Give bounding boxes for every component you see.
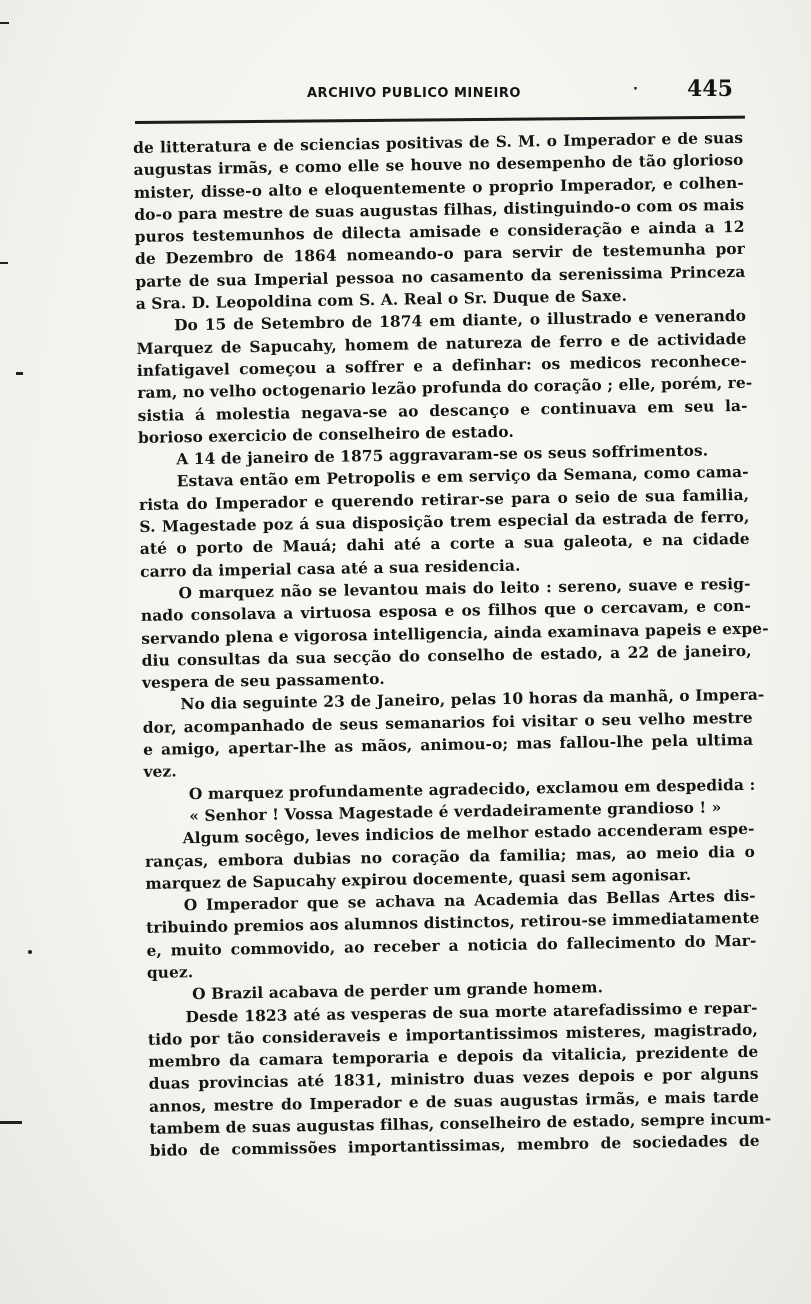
margin-mark <box>0 262 8 264</box>
text-line: tribuindo premios aos alumnos distinctos, retirou-se immediatamente <box>145 909 760 938</box>
text-line: S. Magestade poz á sua disposição trem especial da estrada de ferro, <box>139 507 750 536</box>
page-header <box>135 76 745 106</box>
text-line: Algum socêgo, leves indicios de melhor estado accenderam espe- <box>182 819 755 848</box>
text-line: Estava então em Petropolis e em serviço da Semana, como cama- <box>176 463 749 491</box>
text-line: ranças, embora dubias no coração da familia; mas, ao meio dia o <box>144 842 756 871</box>
text-line: e, muito commovido, ao receber a noticia do fallecimento do Mar- <box>146 931 757 960</box>
text-line: a Sra. D. Leopoldina com S. A. Real o Sr. Duque de Saxe. <box>135 286 628 314</box>
text-line: O Brazil acabava de perder um grande homem. <box>192 978 604 1004</box>
text-line: annos, mestre do Imperador e de suas augustas irmãs, e mais tarde <box>148 1087 760 1116</box>
text-line: marquez de Sapucahy expirou docemente, quasi sem agonisar. <box>145 865 692 893</box>
body-text <box>133 127 772 1163</box>
text-line: dor, acompanhado de seus semanarios foi visitar o seu velho mestre <box>142 708 753 737</box>
text-line: de litteratura e de sciencias positivas de S. M. o Imperador e de suas <box>133 128 744 157</box>
text-line: até o porto de Mauá; dahi até a corte a sua galeota, e na cidade <box>139 530 750 559</box>
text-line: bido de commissões importantissimas, membro de sociedades de <box>149 1132 760 1161</box>
text-line: servando plena e vigorosa intelligencia, ainda examinava papeis e expe- <box>141 619 769 648</box>
text-line: nado consolava a virtuosa esposa e os filhos que o cercavam, e con- <box>140 597 752 626</box>
text-line: de Dezembro de 1864 nomeando-o para servir de testemunha por <box>134 240 746 269</box>
margin-mark <box>0 1121 22 1124</box>
text-line: duas provincias até 1831, ministro duas vezes depois e por alguns <box>148 1065 759 1094</box>
text-line: mister, disse-o alto e eloquentemente o proprio Imperador, e colhen- <box>133 173 744 202</box>
text-line: « Senhor ! Vossa Magestade é verdadeiramente grandioso ! » <box>189 798 722 826</box>
text-line: Desde 1823 até as vesperas de sua morte atarefadissimo e repar- <box>185 998 758 1026</box>
text-line: augustas irmãs, e como elle se houve no desempenho de tão glorioso <box>133 151 744 180</box>
text-line: ram, no velho octogenario lezão profunda do coração ; elle, porém, re- <box>137 374 753 403</box>
margin-mark <box>0 22 9 24</box>
text-line: parte de sua Imperial pessoa no casamento da serenissima Princeza <box>135 262 746 291</box>
text-line: e amigo, apertar-lhe as mãos, animou-o; mas fallou-lhe pela ultima <box>143 730 754 759</box>
text-line: vespera de seu passamento. <box>141 670 385 693</box>
text-line: carro da imperial casa até a sua residencia. <box>140 556 521 581</box>
text-line: borioso exercicio de conselheiro de estado. <box>137 422 515 447</box>
text-line: tido por tão consideraveis e importantissimos misteres, magistrado, <box>147 1020 759 1049</box>
text-line: rista do Imperador e querendo retirar-se para o seio de sua familia, <box>138 485 750 514</box>
text-line: membro da camara temporaria e depois da vitalicia, prezidente de <box>148 1042 759 1072</box>
text-line: O marquez profundamente agradecido, exclamou em despedida : <box>188 775 756 803</box>
text-line: O marquez não se levantou mais do leito : sereno, suave e resig- <box>178 574 751 603</box>
header-rule <box>135 116 745 124</box>
text-line: quez. <box>146 963 194 982</box>
page-number: 445 <box>687 76 733 102</box>
text-line: do-o para mestre de suas augustas filhas, distinguindo-o com os mais <box>134 195 745 224</box>
text-line: No dia seguinte 23 de Janeiro, pelas 10 horas da manhã, o Impera- <box>180 686 765 714</box>
margin-mark <box>16 372 23 375</box>
running-head: ARCHIVO PUBLICO MINEIRO <box>307 86 521 101</box>
margin-mark <box>28 950 32 954</box>
text-line: vez. <box>143 762 177 782</box>
text-line: O Imperador que se achava na Academia das Bellas Artes dis- <box>183 886 756 915</box>
text-line: Do 15 de Setembro de 1874 em diante, o illustrado e venerando <box>173 307 747 335</box>
text-line: Marquez de Sapucahy, homem de natureza de ferro e de actividade <box>136 329 747 358</box>
text-line: sistia á molestia negava-se ao descanço e continuava em seu la- <box>137 396 748 425</box>
text-line: infatigavel começou a soffrer e a definhar: os medicos reconhece- <box>136 351 747 380</box>
text-line: diu consultas da sua secção do conselho de estado, a 22 de janeiro, <box>141 641 752 670</box>
text-line: puros testemunhos de dilecta amisade e consideração e ainda a 12 <box>134 218 745 247</box>
header-separator: · <box>633 82 638 97</box>
text-line: tambem de suas augustas filhas, conselheiro de estado, sempre incum- <box>149 1109 772 1138</box>
text-line: A 14 de janeiro de 1875 aggravaram-se os seus soffrimentos. <box>176 441 709 469</box>
